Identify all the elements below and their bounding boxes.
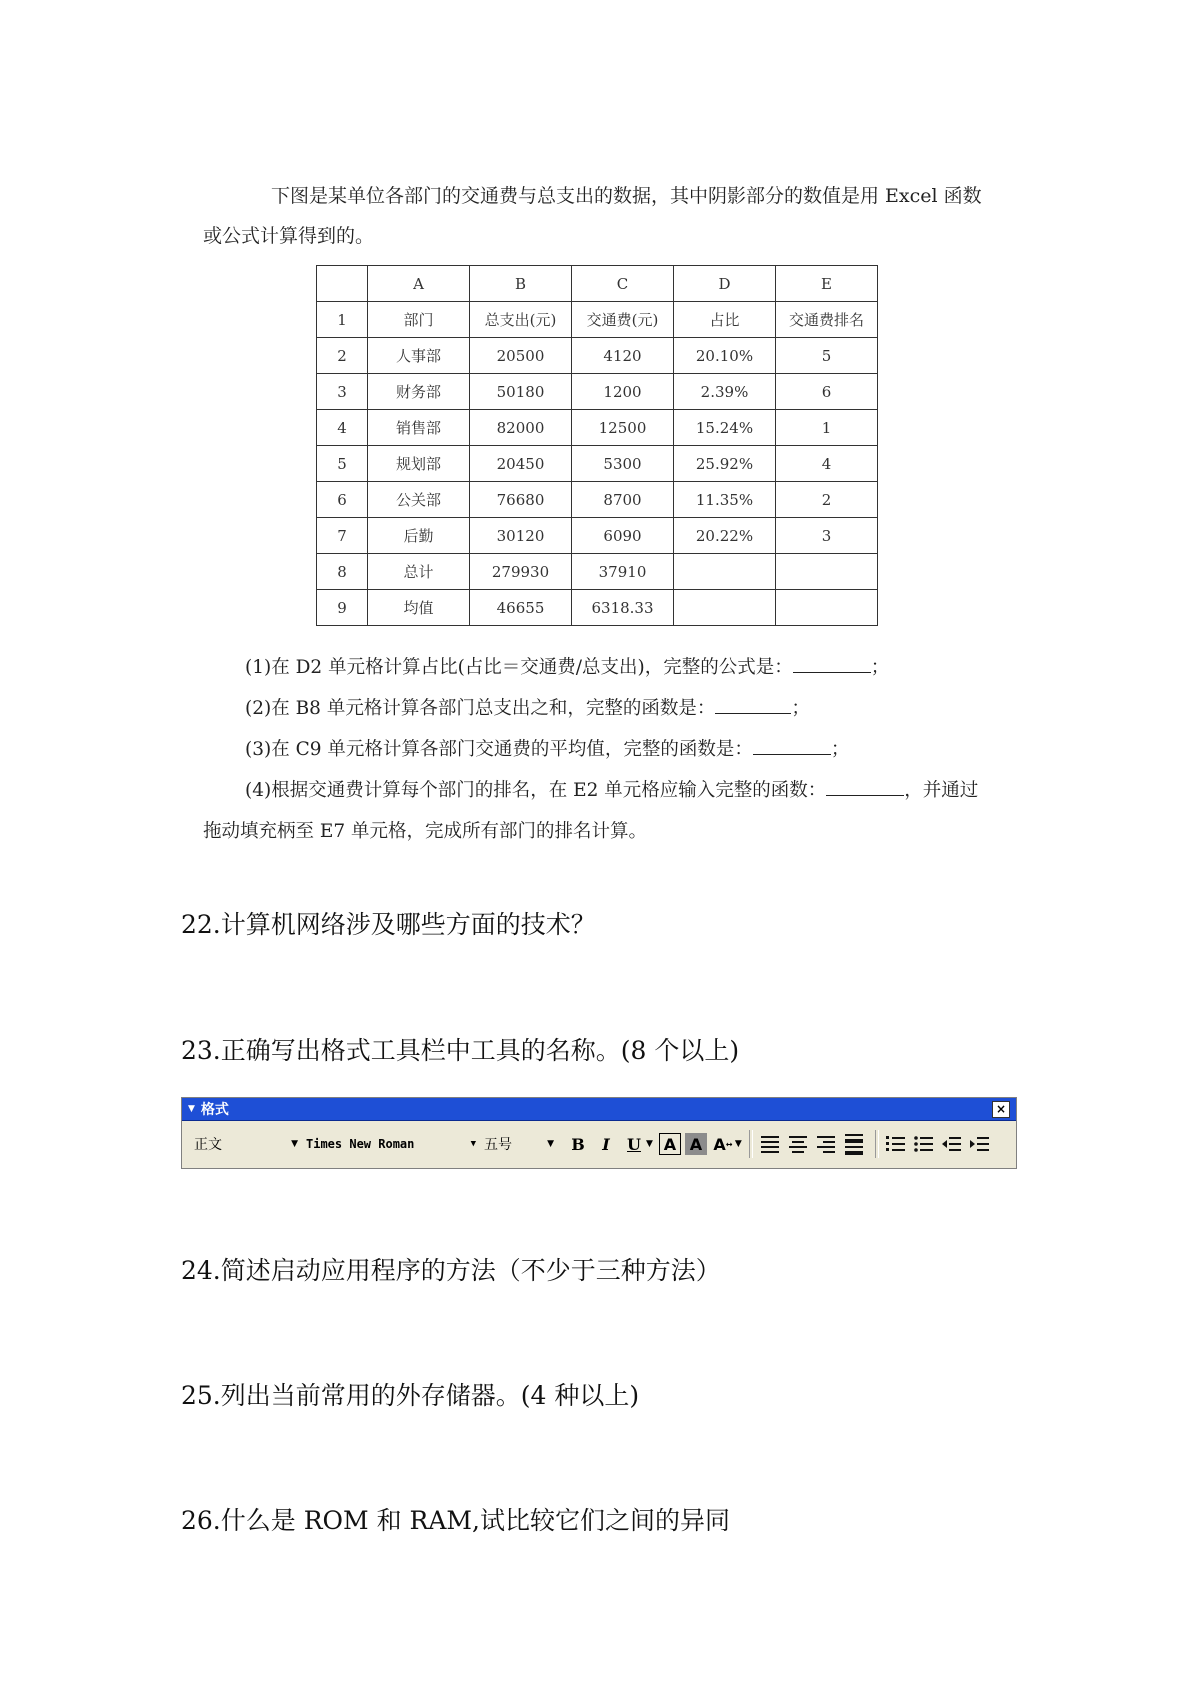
decrease-indent-icon <box>942 1135 962 1153</box>
toolbar-separator <box>749 1130 753 1158</box>
row-number: 1 <box>317 302 368 338</box>
table-cell <box>674 554 776 590</box>
table-row <box>317 410 878 446</box>
align-right-button[interactable] <box>814 1131 838 1157</box>
distributed-align-button[interactable] <box>842 1131 866 1157</box>
table-cell: 37910 <box>572 554 674 590</box>
table-cell: 1 <box>776 410 878 446</box>
table-cell: 6318.33 <box>572 590 674 626</box>
question-23: 23.正确写出格式工具栏中工具的名称。(8 个以上) <box>181 1036 740 1065</box>
scale-arrows-icon: ↔ <box>725 1139 733 1149</box>
chevron-down-icon: ▼ <box>291 1139 298 1149</box>
table-row <box>317 302 878 338</box>
row-number: 8 <box>317 554 368 590</box>
row-number: 5 <box>317 446 368 482</box>
table-cell: 2.39% <box>674 374 776 410</box>
table-cell: 6 <box>776 374 878 410</box>
toolbar-title: 格式 <box>200 1102 229 1118</box>
increase-indent-icon <box>970 1135 990 1153</box>
align-justify-icon <box>761 1136 779 1153</box>
intro-line-2: 或公式计算得到的。 <box>203 225 375 247</box>
size-combo-value: 五号 <box>484 1137 512 1153</box>
answer-blank <box>753 736 831 755</box>
table-cell: 占比 <box>674 302 776 338</box>
table-cell: 20450 <box>470 446 572 482</box>
subquestion-1: (1)在 D2 单元格计算占比(占比＝交通费/总支出)，完整的公式是： ； <box>245 653 889 679</box>
char-shading-button[interactable]: A <box>685 1133 707 1155</box>
char-border-button[interactable]: A <box>659 1133 681 1155</box>
column-header: C <box>572 266 674 302</box>
align-justify-button[interactable] <box>758 1131 782 1157</box>
style-combo-value: 正文 <box>194 1137 222 1153</box>
column-header: E <box>776 266 878 302</box>
chevron-down-icon[interactable]: ▼ <box>734 1139 742 1149</box>
toolbar-separator <box>875 1130 879 1158</box>
column-header: D <box>674 266 776 302</box>
table-cell: 5 <box>776 338 878 374</box>
table-cell: 30120 <box>470 518 572 554</box>
table-cell: 总支出(元) <box>470 302 572 338</box>
subquestion-4: (4)根据交通费计算每个部门的排名，在 E2 单元格应输入完整的函数： ，并通过 <box>245 776 978 802</box>
column-header: A <box>368 266 470 302</box>
toolbar-titlebar <box>182 1098 1016 1121</box>
table-row <box>317 338 878 374</box>
table-cell: 交通费(元) <box>572 302 674 338</box>
subquestion-2: (2)在 B8 单元格计算各部门总支出之和，完整的函数是： ； <box>245 694 810 720</box>
row-number: 4 <box>317 410 368 446</box>
table-cell: 3 <box>776 518 878 554</box>
question-25: 25.列出当前常用的外存储器。(4 种以上) <box>181 1381 640 1410</box>
numbered-list-icon <box>886 1135 906 1153</box>
table-cell: 交通费排名 <box>776 302 878 338</box>
answer-blank <box>793 654 871 673</box>
row-number: 7 <box>317 518 368 554</box>
distributed-align-icon <box>845 1134 863 1155</box>
row-number: 6 <box>317 482 368 518</box>
char-scale-button[interactable] <box>711 1131 735 1157</box>
align-center-button[interactable] <box>786 1131 810 1157</box>
font-combo-value: Times New Roman <box>306 1137 415 1151</box>
table-cell: 50180 <box>470 374 572 410</box>
table-cell: 25.92% <box>674 446 776 482</box>
table-cell: 4 <box>776 446 878 482</box>
toolbar-menu-arrow-icon[interactable]: ▼ <box>188 1104 195 1114</box>
table-cell: 销售部 <box>368 410 470 446</box>
table-cell: 1200 <box>572 374 674 410</box>
chevron-down-icon: ▼ <box>470 1139 476 1149</box>
char-scale-label: A <box>713 1134 726 1154</box>
table-row <box>317 554 878 590</box>
table-cell: 82000 <box>470 410 572 446</box>
bullet-list-icon <box>914 1135 934 1153</box>
table-row <box>317 590 878 626</box>
table-row <box>317 518 878 554</box>
table-cell: 12500 <box>572 410 674 446</box>
column-header <box>317 266 368 302</box>
chevron-down-icon: ▼ <box>547 1139 554 1149</box>
table-row <box>317 374 878 410</box>
numbering-button[interactable] <box>884 1131 908 1157</box>
table-cell: 后勤 <box>368 518 470 554</box>
align-right-icon <box>817 1136 835 1153</box>
table-cell: 6090 <box>572 518 674 554</box>
chevron-down-icon[interactable]: ▼ <box>646 1139 653 1149</box>
table-cell: 76680 <box>470 482 572 518</box>
table-cell <box>674 590 776 626</box>
table-row <box>317 482 878 518</box>
question-22: 22.计算机网络涉及哪些方面的技术？ <box>181 910 596 939</box>
align-center-icon <box>789 1136 807 1153</box>
row-number: 3 <box>317 374 368 410</box>
table-cell: 11.35% <box>674 482 776 518</box>
table-cell: 4120 <box>572 338 674 374</box>
table-cell: 20.22% <box>674 518 776 554</box>
underline-button[interactable]: U <box>627 1134 641 1154</box>
column-header: B <box>470 266 572 302</box>
decrease-indent-button[interactable] <box>940 1131 964 1157</box>
intro-text <box>203 176 1003 256</box>
bullets-button[interactable] <box>912 1131 936 1157</box>
subquestion-3: (3)在 C9 单元格计算各部门交通费的平均值，完整的函数是： ； <box>245 735 849 761</box>
table-cell: 公关部 <box>368 482 470 518</box>
bold-button[interactable]: B <box>571 1134 585 1154</box>
table-cell: 总计 <box>368 554 470 590</box>
table-cell: 规划部 <box>368 446 470 482</box>
table-cell: 20.10% <box>674 338 776 374</box>
answer-blank <box>715 695 791 714</box>
format-toolbar <box>181 1097 1017 1169</box>
table-cell: 46655 <box>470 590 572 626</box>
table-cell: 5300 <box>572 446 674 482</box>
font-combo[interactable] <box>302 1132 480 1156</box>
increase-indent-button[interactable] <box>968 1131 992 1157</box>
table-cell: 20500 <box>470 338 572 374</box>
answer-blank <box>826 777 904 796</box>
row-number: 9 <box>317 590 368 626</box>
close-icon[interactable]: × <box>992 1101 1010 1118</box>
toolbar-buttons <box>182 1121 1016 1167</box>
table-cell: 财务部 <box>368 374 470 410</box>
table-cell: 均值 <box>368 590 470 626</box>
spreadsheet-table <box>316 265 878 626</box>
question-26: 26.什么是 ROM 和 RAM,试比较它们之间的异同 <box>181 1506 730 1535</box>
column-header-row <box>317 266 878 302</box>
table-row <box>317 446 878 482</box>
style-combo[interactable] <box>190 1132 302 1156</box>
table-cell <box>776 554 878 590</box>
table-cell: 279930 <box>470 554 572 590</box>
intro-line-1: 下图是某单位各部门的交通费与总支出的数据，其中阴影部分的数值是用 Excel 函数 <box>271 185 982 207</box>
table-cell: 8700 <box>572 482 674 518</box>
table-cell: 15.24% <box>674 410 776 446</box>
table-cell: 2 <box>776 482 878 518</box>
row-number: 2 <box>317 338 368 374</box>
table-cell: 部门 <box>368 302 470 338</box>
table-cell: 人事部 <box>368 338 470 374</box>
subquestion-4-continued: 拖动填充柄至 E7 单元格，完成所有部门的排名计算。 <box>203 821 648 842</box>
italic-button[interactable]: I <box>602 1134 610 1154</box>
size-combo[interactable] <box>480 1132 558 1156</box>
question-24: 24.简述启动应用程序的方法（不少于三种方法） <box>181 1256 721 1285</box>
table-cell <box>776 590 878 626</box>
